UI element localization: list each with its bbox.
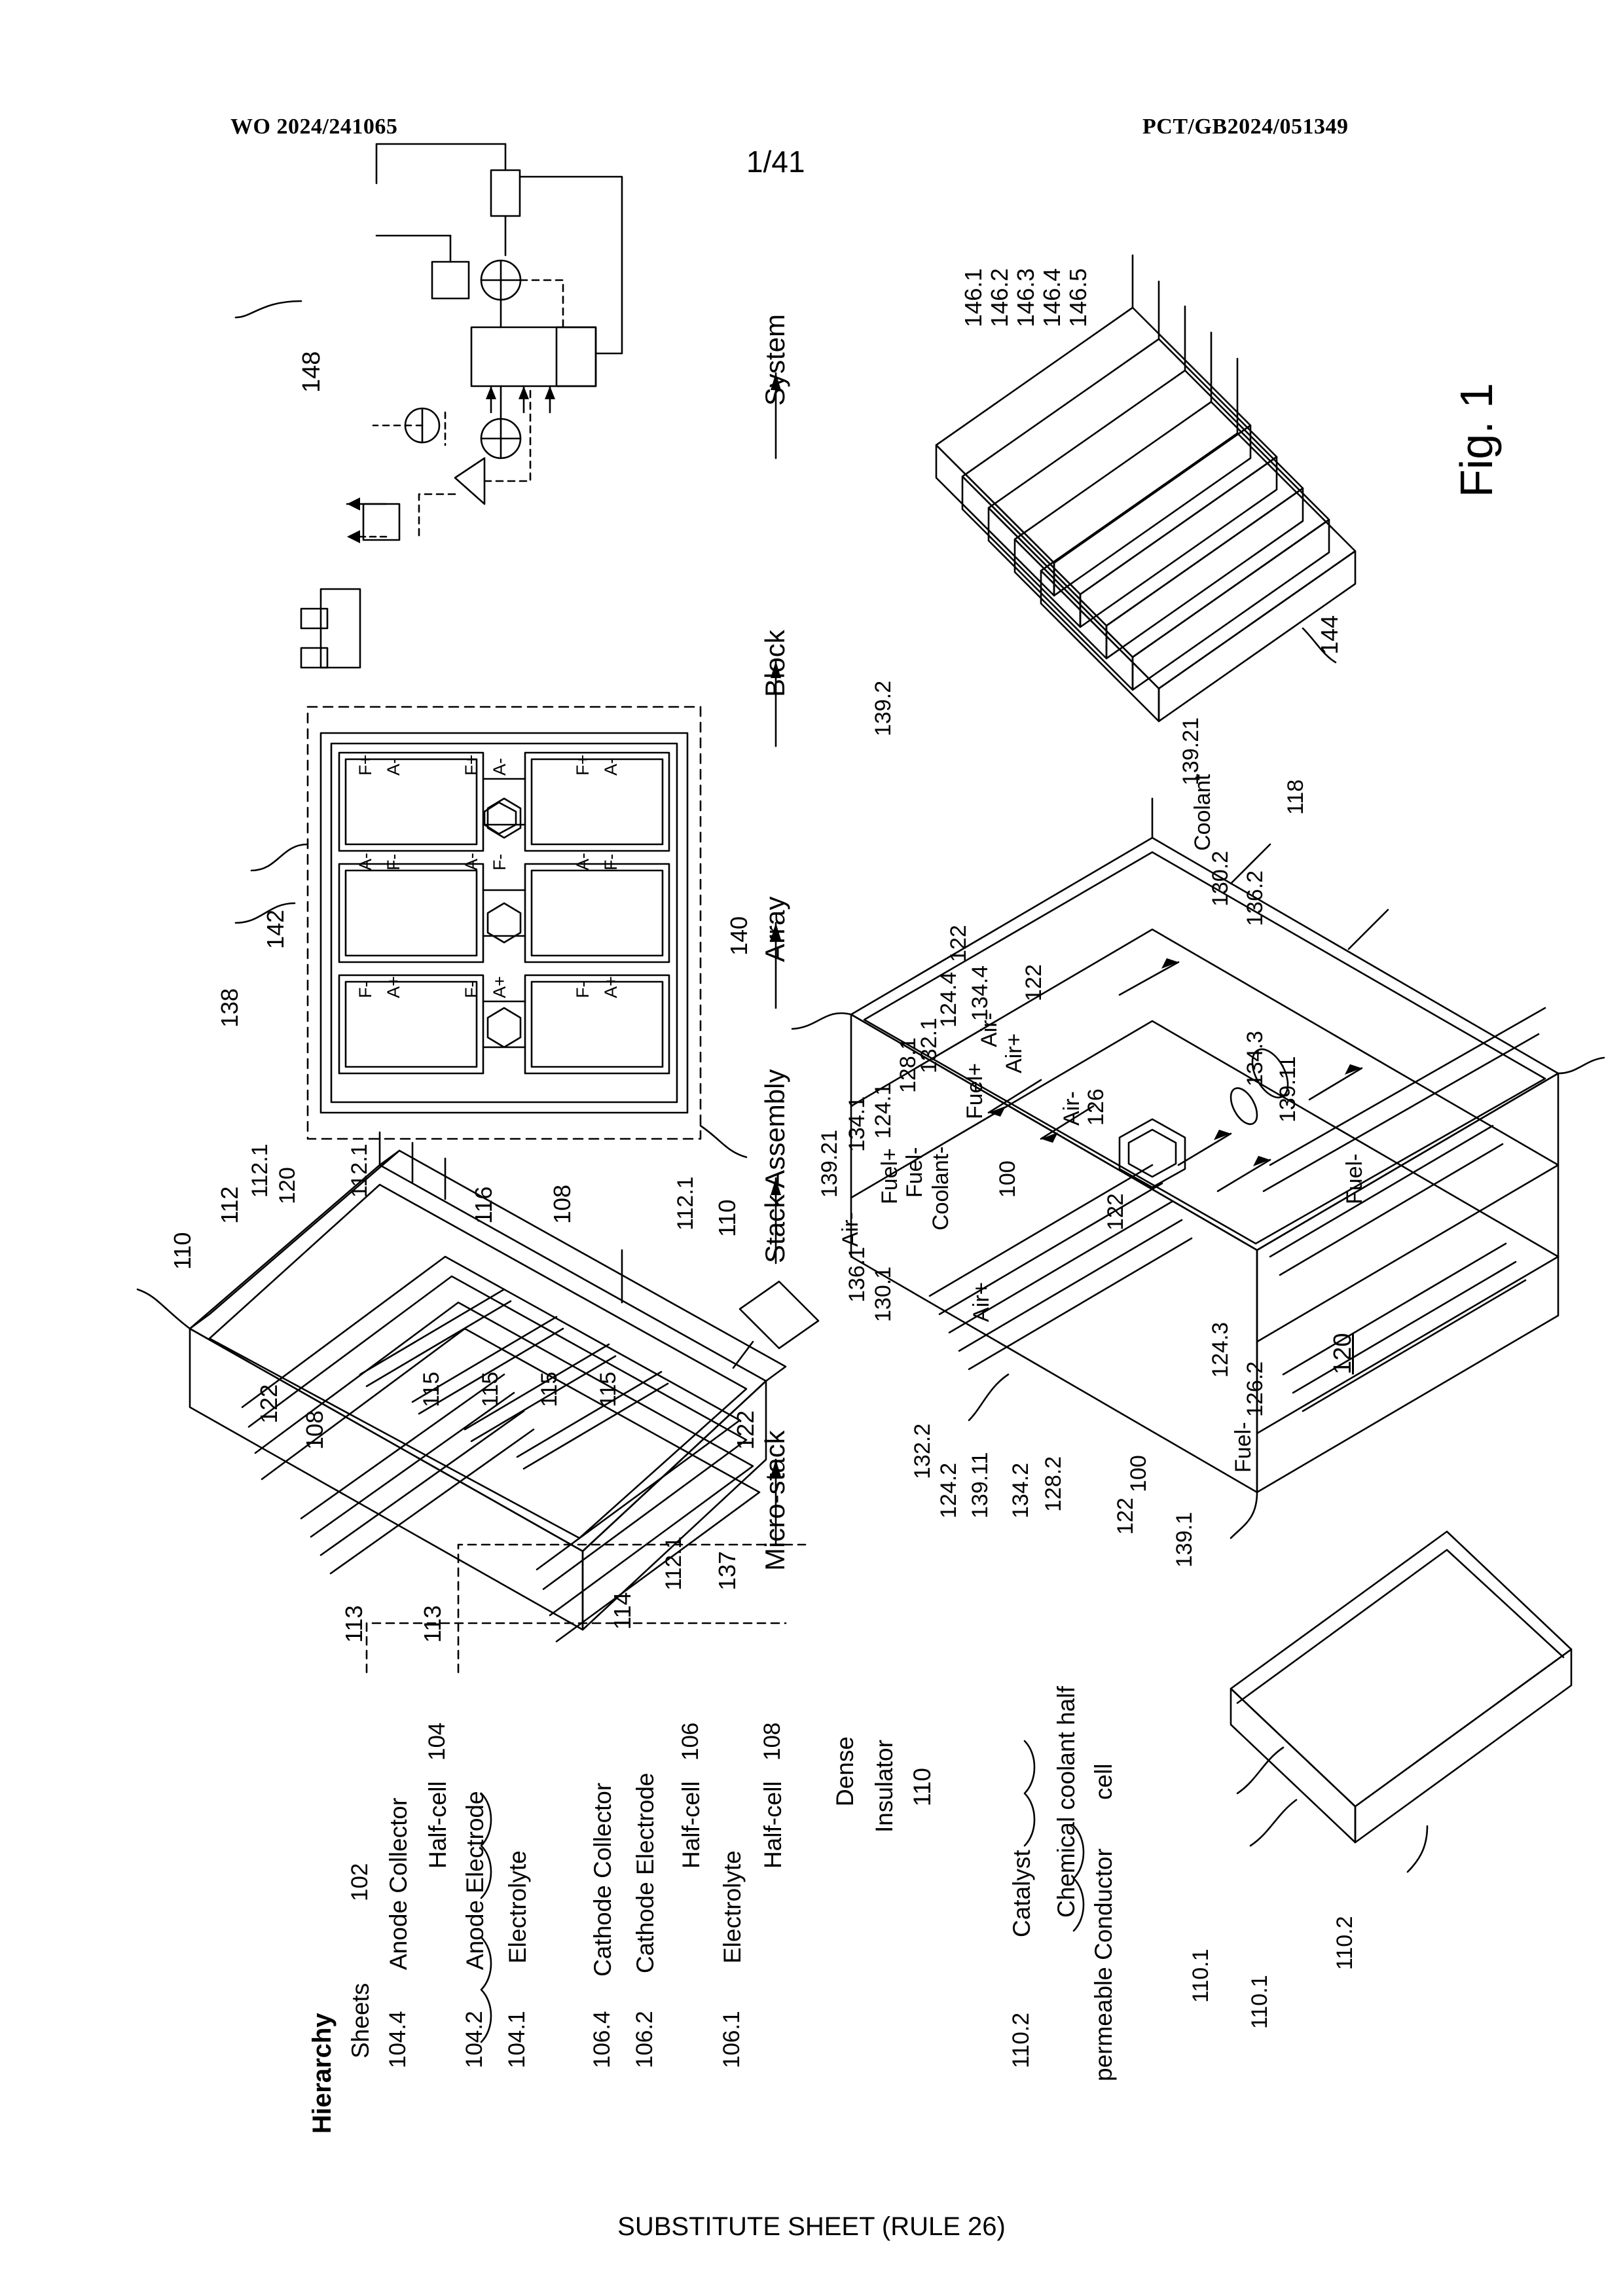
callout-115-b: 115 (478, 1371, 503, 1407)
header-application-number: PCT/GB2024/051349 (1142, 115, 1349, 139)
hierarchy-row-16: permeable Conductor (1090, 1848, 1117, 2081)
array-cell-label: A- (356, 853, 375, 870)
scale-label-stack-assembly: Stack Assembly (759, 1069, 790, 1263)
callout-120: 120 (275, 1167, 300, 1204)
callout-146-2: 146.2 (986, 268, 1013, 327)
callout-112: 112 (216, 1186, 243, 1224)
hierarchy-title: Hierarchy (308, 2013, 337, 2134)
callout-100: 120 (1329, 1333, 1357, 1374)
sheet-number: 1/41 (746, 145, 805, 179)
array-cell-label: F+ (573, 754, 593, 776)
callout-110-1-a: 110.1 (1188, 1948, 1213, 2003)
callout-122-b: 122 (732, 1410, 759, 1450)
flow-label-coolant-plus: Coolant- (928, 1146, 953, 1230)
callout-136-1: 136.1 (845, 1246, 869, 1302)
hierarchy-row-5: Cathode Collector (589, 1782, 616, 1977)
array-cell-label: F- (384, 853, 403, 870)
flow-label-air-minus-b: Air+ (1002, 1033, 1027, 1073)
hierarchy-row-13: Catalyst (1008, 1850, 1035, 1937)
callout-139-11-a: 139.11 (968, 1452, 993, 1518)
hierarchy-tie-104: 104 (424, 1722, 450, 1761)
hierarchy-ref-106-1: 106.1 (719, 2011, 744, 2068)
callout-122-sa-d: 122 (1113, 1498, 1138, 1535)
callout-114: 114 (609, 1592, 636, 1630)
callout-139-11-b: 139.11 (1275, 1056, 1300, 1122)
callout-124-1: 124.1 (871, 1083, 896, 1139)
callout-134-1: 134.1 (845, 1096, 869, 1152)
hierarchy-row-10: Dense (831, 1736, 858, 1806)
callout-137: 137 (714, 1551, 740, 1590)
array-cell-label: F+ (462, 754, 481, 776)
flow-label-fuel-minus-b: Fuel- (1342, 1153, 1367, 1204)
array-cell-label: F- (356, 981, 375, 998)
callout-110-2: 110.2 (1332, 1916, 1357, 1970)
callout-118: 118 (1283, 779, 1308, 815)
array-cell-label: F+ (356, 754, 375, 776)
callout-116: 116 (470, 1186, 497, 1224)
callout-113-b: 113 (419, 1605, 446, 1643)
callout-112-1-d: 112.1 (661, 1536, 686, 1590)
flow-label-air-plus-b: Air+ (969, 1282, 994, 1322)
scale-label-array: Array (759, 896, 790, 962)
callout-115-a: 115 (419, 1371, 444, 1407)
footer-note: SUBSTITUTE SHEET (RULE 26) (617, 2212, 1006, 2241)
hierarchy-row-4: Electrolyte (504, 1850, 531, 1964)
callout-122-sa-a: 122 (946, 925, 971, 962)
callout-134-3: 134.3 (1243, 1030, 1267, 1086)
hierarchy-tie-106: 106 (678, 1722, 703, 1761)
callout-139-1: 139.1 (1172, 1511, 1197, 1568)
callout-132-2: 132.2 (910, 1423, 935, 1479)
callout-124-2: 124.2 (936, 1462, 961, 1518)
callout-112-1-c: 112.1 (673, 1176, 698, 1230)
flow-label-fuel-minus-c: Fuel- (1231, 1422, 1256, 1473)
callout-148: 148 (298, 351, 325, 393)
hierarchy-tie-108: 108 (759, 1722, 785, 1761)
callout-126-sa: 126 (1084, 1088, 1108, 1126)
array-cell-label: A+ (490, 976, 509, 998)
callout-139-21-right: 139.21 (1178, 717, 1203, 785)
callout-122-a: 122 (255, 1384, 282, 1424)
callout-142: 142 (262, 909, 289, 949)
callout-134-2: 134.2 (1008, 1462, 1033, 1518)
flow-label-coolant-minus-a: Air- (977, 1013, 1002, 1047)
callout-108-a: 108 (549, 1184, 575, 1224)
figure-caption: Fig. 1 (1451, 382, 1502, 497)
callout-110: 110 (169, 1232, 196, 1270)
callout-124-3: 124.3 (1208, 1321, 1233, 1378)
callout-139-21-left: 139.21 (817, 1130, 842, 1198)
callout-112-1-a: 112.1 (247, 1143, 272, 1198)
callout-112-1-b: 112.1 (347, 1143, 372, 1198)
callout-128-2: 128.2 (1041, 1456, 1066, 1512)
callout-110-1-b: 110.1 (1247, 1975, 1272, 2029)
hierarchy-row-15: cell (1090, 1763, 1117, 1800)
hierarchy-row-8: Electrolyte (719, 1850, 746, 1964)
flow-label-fuel-plus-a: Fuel- (902, 1147, 927, 1198)
callout-146-1: 146.1 (960, 268, 987, 327)
callout-128-1: 128.1 (896, 1037, 921, 1093)
callout-124-4: 124.4 (936, 971, 961, 1028)
array-cell-label: A+ (384, 976, 403, 998)
callout-146-4: 146.4 (1038, 268, 1065, 327)
callout-140: 140 (725, 916, 752, 956)
hierarchy-row-3: Anode Electrode (462, 1791, 488, 1970)
callout-138: 138 (216, 988, 243, 1028)
callout-144: 144 (1316, 615, 1343, 655)
scale-label-micro-stack: Micro-stack (759, 1430, 790, 1571)
callout-130-2: 130.2 (1208, 850, 1233, 906)
array-cell-label: A- (462, 853, 481, 870)
hierarchy-tie-102: 102 (347, 1863, 373, 1901)
array-cell-label: A+ (601, 976, 621, 998)
callout-120-sa: 100 (995, 1160, 1020, 1198)
callout-130-1: 130.1 (871, 1266, 896, 1322)
scale-label-block: Block (759, 630, 790, 697)
hierarchy-row-14: Chemical coolant half (1053, 1686, 1080, 1918)
array-cell-label: F- (601, 853, 621, 870)
flow-label-fuel-minus-a: Coolant (1190, 774, 1215, 851)
scale-label-system: System (759, 314, 790, 406)
callout-146-5: 146.5 (1065, 268, 1091, 327)
hierarchy-ref-104-4: 104.4 (385, 2011, 410, 2068)
callout-134-4: 134.4 (968, 965, 993, 1021)
hierarchy-row-9: Half-cell (759, 1781, 786, 1869)
hierarchy-ref-104-1: 104.1 (504, 2011, 530, 2068)
callout-122-sa-b: 122 (1021, 964, 1046, 1001)
callout-115-d: 115 (596, 1371, 621, 1407)
hierarchy-ref-106-4: 106.4 (589, 2011, 615, 2068)
hierarchy-ref-106-2: 106.2 (632, 2011, 657, 2068)
hierarchy-ref-104-2: 104.2 (462, 2011, 487, 2068)
flow-label-fuel-plus-b: Fuel+ (962, 1063, 987, 1119)
callout-146-3: 146.3 (1012, 268, 1039, 327)
callout-139-2: 139.2 (871, 680, 896, 736)
hierarchy-row-12: 110 (909, 1768, 936, 1806)
array-cell-label: A- (490, 758, 509, 776)
callout-132-1: 132.1 (917, 1017, 941, 1073)
array-cell-label: F- (573, 981, 593, 998)
flow-label-air-minus-a: Air- (838, 1212, 863, 1247)
flow-label-air-minus-c: Air- (1059, 1091, 1084, 1126)
callout-122-sa-c: 122 (1103, 1193, 1128, 1230)
hierarchy-row-2: Half-cell (424, 1781, 451, 1869)
callout-113-a: 113 (340, 1605, 367, 1643)
callout-108-b: 108 (301, 1410, 328, 1450)
array-cell-label: A- (601, 758, 621, 776)
callout-115-c: 115 (537, 1371, 562, 1407)
flow-label-air-plus-a: Fuel+ (877, 1148, 902, 1204)
array-cell-label: F- (490, 853, 509, 870)
hierarchy-row-0: Sheets (347, 1982, 374, 2058)
hierarchy-ref-110-2: 110.2 (1008, 2013, 1034, 2068)
callout-126-2: 126.2 (1243, 1361, 1267, 1417)
hierarchy-row-7: Cathode Electrode (632, 1772, 659, 1973)
header-publication-number: WO 2024/241065 (230, 115, 398, 139)
array-cell-label: A- (384, 758, 403, 776)
hierarchy-row-6: Half-cell (678, 1781, 704, 1869)
callout-110-b: 110 (714, 1199, 740, 1237)
array-cell-label: F- (462, 981, 481, 998)
array-cell-label: A- (573, 853, 593, 870)
hierarchy-row-1: Anode Collector (385, 1797, 412, 1970)
callout-136-2: 136.2 (1243, 870, 1267, 926)
flow-label-coolant: 100 (1126, 1455, 1151, 1492)
hierarchy-row-11: Insulator (871, 1740, 898, 1833)
